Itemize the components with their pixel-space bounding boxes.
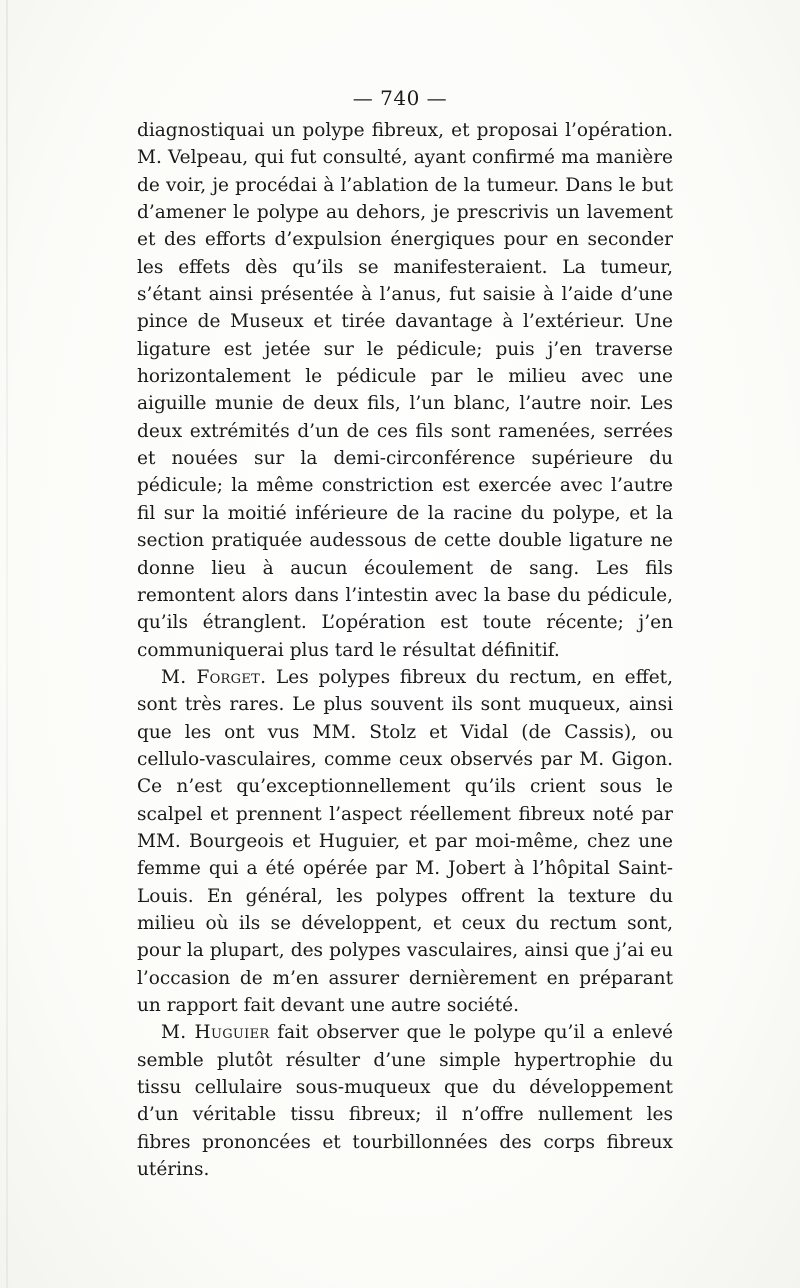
paragraph-text: fait observer que le polype qu’il a enlevé semble plutôt résulter d’une simple hypertrophie du tissu cellulaire sous-muqueux que du développement d’un véritable tissu fibreux; il n’offre nullement les fibres prononcées et tourbillonnées des corps fibreux utérins. (137, 1022, 673, 1181)
page-number: — 740 — (352, 86, 448, 110)
paragraph-text: Les polypes fibreux du rectum, en effet, sont très rares. Le plus souvent ils sont muqueux, ainsi que les ont vus MM. Stolz et Vidal (de Cassis), ou cellulo-vasculaires, comme ceux observés par M. Gigon. Ce n’est qu’exceptionnellement qu’ils crient sous le scalpel et prennent l’aspect réellement fibreux noté par MM. Bourgeois et Huguier, et par moi-même, chez une femme qui a été opérée par M. Jobert à l’hôpital Saint-Louis. En général, les polypes offrent la texture du milieu où ils se développent, et ceux du rectum sont, pour la plupart, des polypes vasculaires, ainsi que j’ai eu l’occasion de m’en assurer dernièrement en préparant un rapport fait devant une autre société. (137, 666, 673, 1016)
paragraph-forget (137, 664, 673, 1019)
speaker-name: M. Forget. (161, 666, 267, 688)
paragraph-huguier (137, 1019, 673, 1183)
body-text (137, 117, 673, 1183)
paragraph-text: diagnostiquai un polype fibreux, et proposai l’opération. M. Velpeau, qui fut consulté, ayant confirmé ma manière de voir, je procédai à l’ablation de la tumeur. Dans le but d’amener le polype au dehors, je prescrivis un lavement et des efforts d’expulsion énergiques pour en seconder les effets dès qu’ils se manifesteraient. La tumeur, s’étant ainsi présentée à l’anus, fut saisie à l’aide d’une pince de Museux et tirée davantage à l’extérieur. Une ligature est jetée sur le pédicule; puis j’en traverse horizontalement le pédicule par le milieu avec une aiguille munie de deux fils, l’un blanc, l’autre noir. Les deux extrémités d’un de ces fils sont ramenées, serrées et nouées sur la demi-circonférence supérieure du pédicule; la même constriction est exercée avec l’autre fil sur la moitié inférieure de la racine du polype, et la section pratiquée audessous de cette double ligature ne donne lieu à aucun écoulement de sang. Les fils remontent alors dans l’intestin avec la base du pédicule, qu’ils étranglent. L’opération est toute récente; j’en communiquerai plus tard le résultat définitif. (137, 120, 673, 661)
page-edge-shadow (6, 0, 8, 1288)
paragraph-continuation (137, 117, 673, 664)
speaker-name: M. Huguier (161, 1022, 270, 1044)
